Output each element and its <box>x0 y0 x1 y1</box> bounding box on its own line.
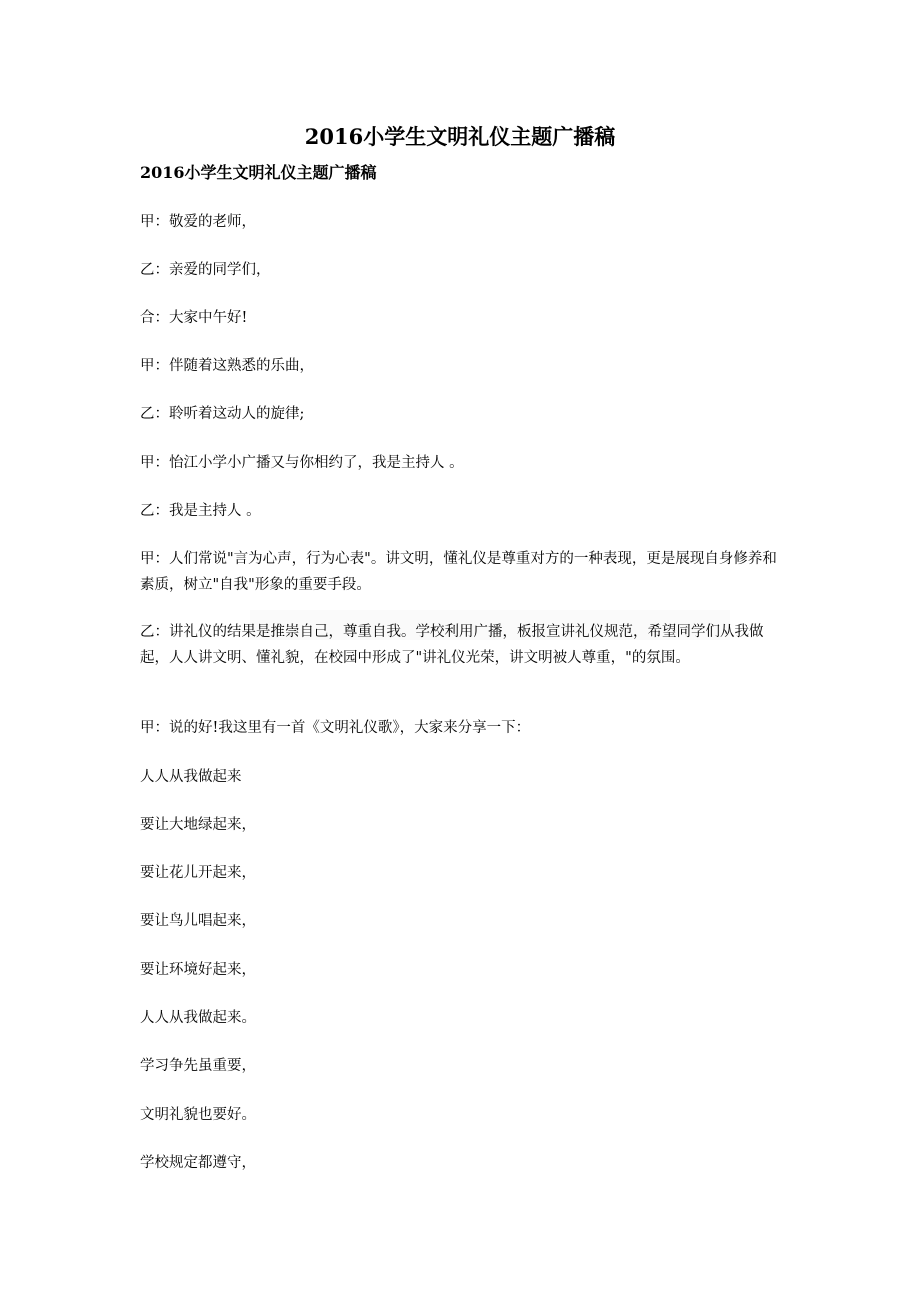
paragraph-song-intro: 甲：说的好!我这里有一首《文明礼仪歌》，大家来分享一下： <box>140 720 531 736</box>
song-line: 人人从我做起来 <box>140 769 242 785</box>
song-line: 学校规定都遵守， <box>140 1155 256 1171</box>
song-line: 要让花儿开起来， <box>140 865 256 881</box>
song-line: 要让大地绿起来， <box>140 817 256 833</box>
document-title: 2016小学生文明礼仪主题广播稿 <box>304 124 616 149</box>
song-line: 要让环境好起来， <box>140 962 256 978</box>
paragraph-etiquette-a: 甲：人们常说"言为心声，行为心表"。讲文明，懂礼仪是尊重对方的一种表现，更是展现自身修养和素质，树立"自我"形象的重要手段。 <box>140 551 777 593</box>
paragraph-host-a: 甲：怡江小学小广播又与你相约了，我是主持人 。 <box>140 455 464 471</box>
paragraph-greeting-teacher: 甲：敬爱的老师， <box>140 214 256 230</box>
paragraph-music: 甲：伴随着这熟悉的乐曲， <box>140 358 314 374</box>
paragraph-melody: 乙：聆听着这动人的旋律; <box>140 406 305 422</box>
paragraph-greeting-students: 乙：亲爱的同学们， <box>140 262 271 278</box>
document-subtitle: 2016小学生文明礼仪主题广播稿 <box>140 163 377 182</box>
song-line: 学习争先虽重要， <box>140 1058 256 1074</box>
paragraph-host-b: 乙：我是主持人 。 <box>140 503 261 519</box>
song-line: 要让鸟儿唱起来， <box>140 913 256 929</box>
paragraph-etiquette-b: 乙：讲礼仪的结果是推崇自己，尊重自我。学校利用广播，板报宣讲礼仪规范，希望同学们从我做起，人人讲文明、懂礼貌，在校园中形成了"讲礼仪光荣，讲文明被人尊重，"的氛围。 <box>140 624 764 666</box>
song-line: 人人从我做起来。 <box>140 1010 256 1026</box>
song-line: 文明礼貌也要好。 <box>140 1107 256 1123</box>
paragraph-greeting-all: 合：大家中午好! <box>140 310 248 326</box>
